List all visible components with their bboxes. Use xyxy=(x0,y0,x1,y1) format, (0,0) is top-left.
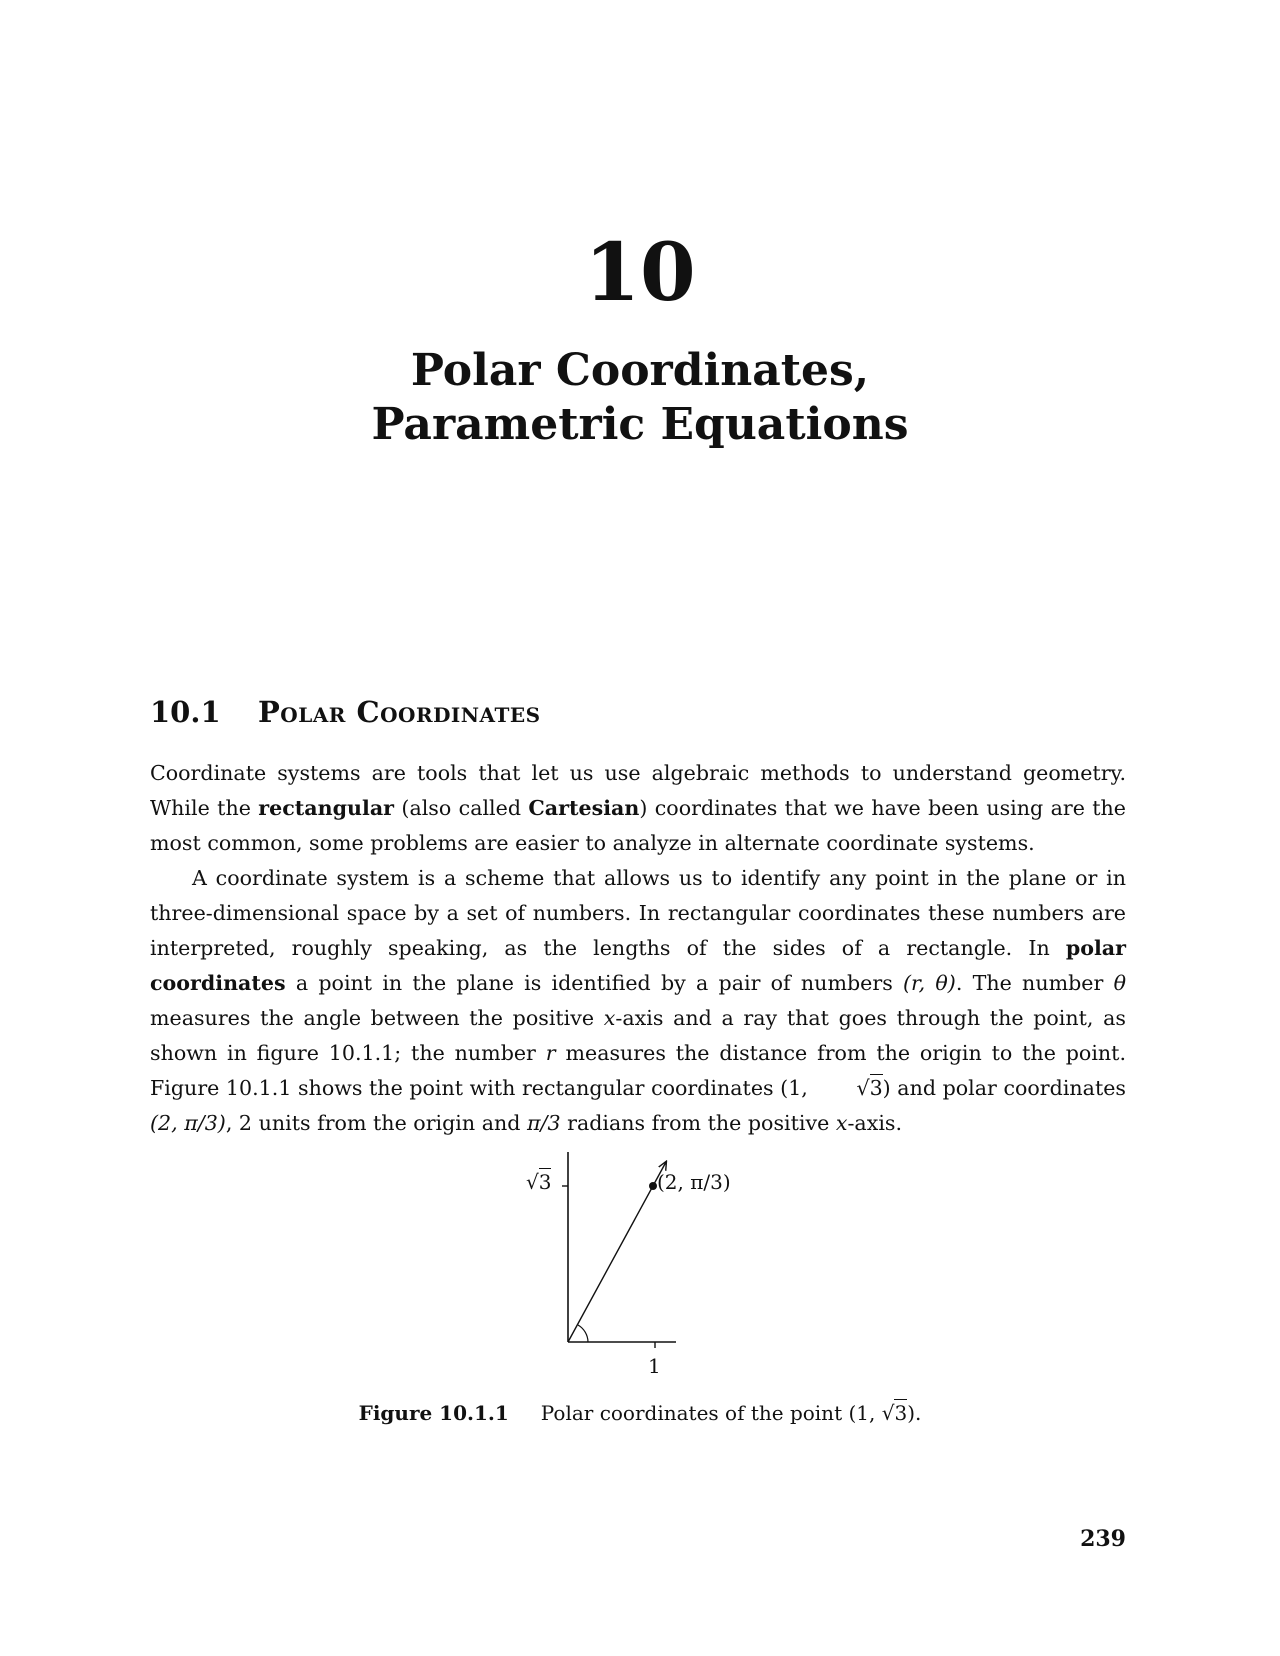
point-marker xyxy=(649,1182,657,1190)
p2-text-1: A coordinate system is a scheme that allows us to identify any point in the plane or in three-dimensional space by a set of numbers. In rectangular coordinates these numbers are interpreted, roughly speaking, as the lengths of the sides of a rectangle. In xyxy=(150,866,1126,960)
p1-bold-cartesian: Cartesian xyxy=(528,796,640,820)
y-tick-label xyxy=(526,1172,551,1192)
p2-text-6: measures the distance from the origin to the point. Figure 10.1.1 shows the point with rectangular coordinates xyxy=(150,1041,1126,1100)
p2-math-polar-coords: (2, π/3) xyxy=(150,1111,226,1135)
p2-math-r: r xyxy=(545,1041,556,1065)
sqrt-radicand: 3 xyxy=(894,1401,908,1425)
p2-math-rect-coords xyxy=(780,1076,891,1100)
p2-math-r-theta: (r, θ) xyxy=(903,971,956,995)
p2-rect-close: ) xyxy=(882,1076,891,1100)
p2-rect-open: (1, xyxy=(780,1076,815,1100)
p1-bold-rectangular: rectangular xyxy=(258,796,395,820)
section-title: Polar Coordinates xyxy=(258,695,541,729)
sqrt-sign: √ xyxy=(526,1170,539,1194)
sqrt-radicand: 3 xyxy=(538,1170,552,1194)
caption-text-a: Polar coordinates of the point (1, xyxy=(540,1401,882,1425)
p2-bold-polar-coordinates: polar coordinates xyxy=(150,936,1126,995)
point-label: (2, π/3) xyxy=(657,1170,731,1194)
x-tick-label: 1 xyxy=(648,1354,661,1378)
p2-text-2: a point in the plane is identified by a pair of numbers xyxy=(285,971,903,995)
caption-sqrt xyxy=(882,1403,907,1423)
p2-text-7: and polar coordinates xyxy=(890,1076,1126,1100)
sqrt-sign: √ xyxy=(881,1401,895,1425)
sqrt-sign: √ xyxy=(856,1076,870,1100)
p1-text-2: (also called xyxy=(394,796,529,820)
figure-10-1-1 xyxy=(500,1150,780,1380)
p2-text-10: -axis. xyxy=(847,1111,903,1135)
p1-text-3: ) coordinates that we have been using are the most common, some problems are easier to analyze in alternate coordinate systems. xyxy=(150,796,1126,855)
p2-text-9: radians from the positive xyxy=(560,1111,836,1135)
paragraph-1 xyxy=(150,756,1126,861)
page-number: 239 xyxy=(1080,1526,1126,1552)
section-heading xyxy=(150,695,541,729)
p2-text-5: -axis and a ray that goes through the point, as shown in figure 10.1.1; the number xyxy=(150,1006,1126,1065)
chapter-number: 10 xyxy=(584,225,696,319)
caption-text-b: ). xyxy=(907,1401,922,1425)
chapter-title-line1: Polar Coordinates, xyxy=(410,345,870,396)
p1-text-1: Coordinate systems are tools that let us use algebraic methods to understand geometry. While the xyxy=(150,761,1126,820)
paragraph-2 xyxy=(150,861,1126,1141)
p2-math-x-2: x xyxy=(835,1111,848,1135)
caption-label: Figure 10.1.1 xyxy=(358,1401,509,1425)
sqrt-radicand: 3 xyxy=(869,1076,883,1100)
p2-sqrt xyxy=(814,1071,882,1106)
body-text xyxy=(150,756,1126,1141)
chapter-title xyxy=(0,344,1280,452)
angle-arc xyxy=(578,1325,588,1342)
p2-math-pi-third: π/3 xyxy=(526,1111,561,1135)
p2-text-8: , 2 units from the origin and xyxy=(225,1111,527,1135)
p2-math-x: x xyxy=(603,1006,616,1030)
chapter-title-line2: Parametric Equations xyxy=(371,399,909,450)
p2-math-theta: θ xyxy=(1113,971,1126,995)
section-number: 10.1 xyxy=(150,695,221,729)
p2-text-3: . The number xyxy=(955,971,1114,995)
figure-caption xyxy=(0,1403,1280,1423)
p2-text-4: measures the angle between the positive xyxy=(150,1006,604,1030)
